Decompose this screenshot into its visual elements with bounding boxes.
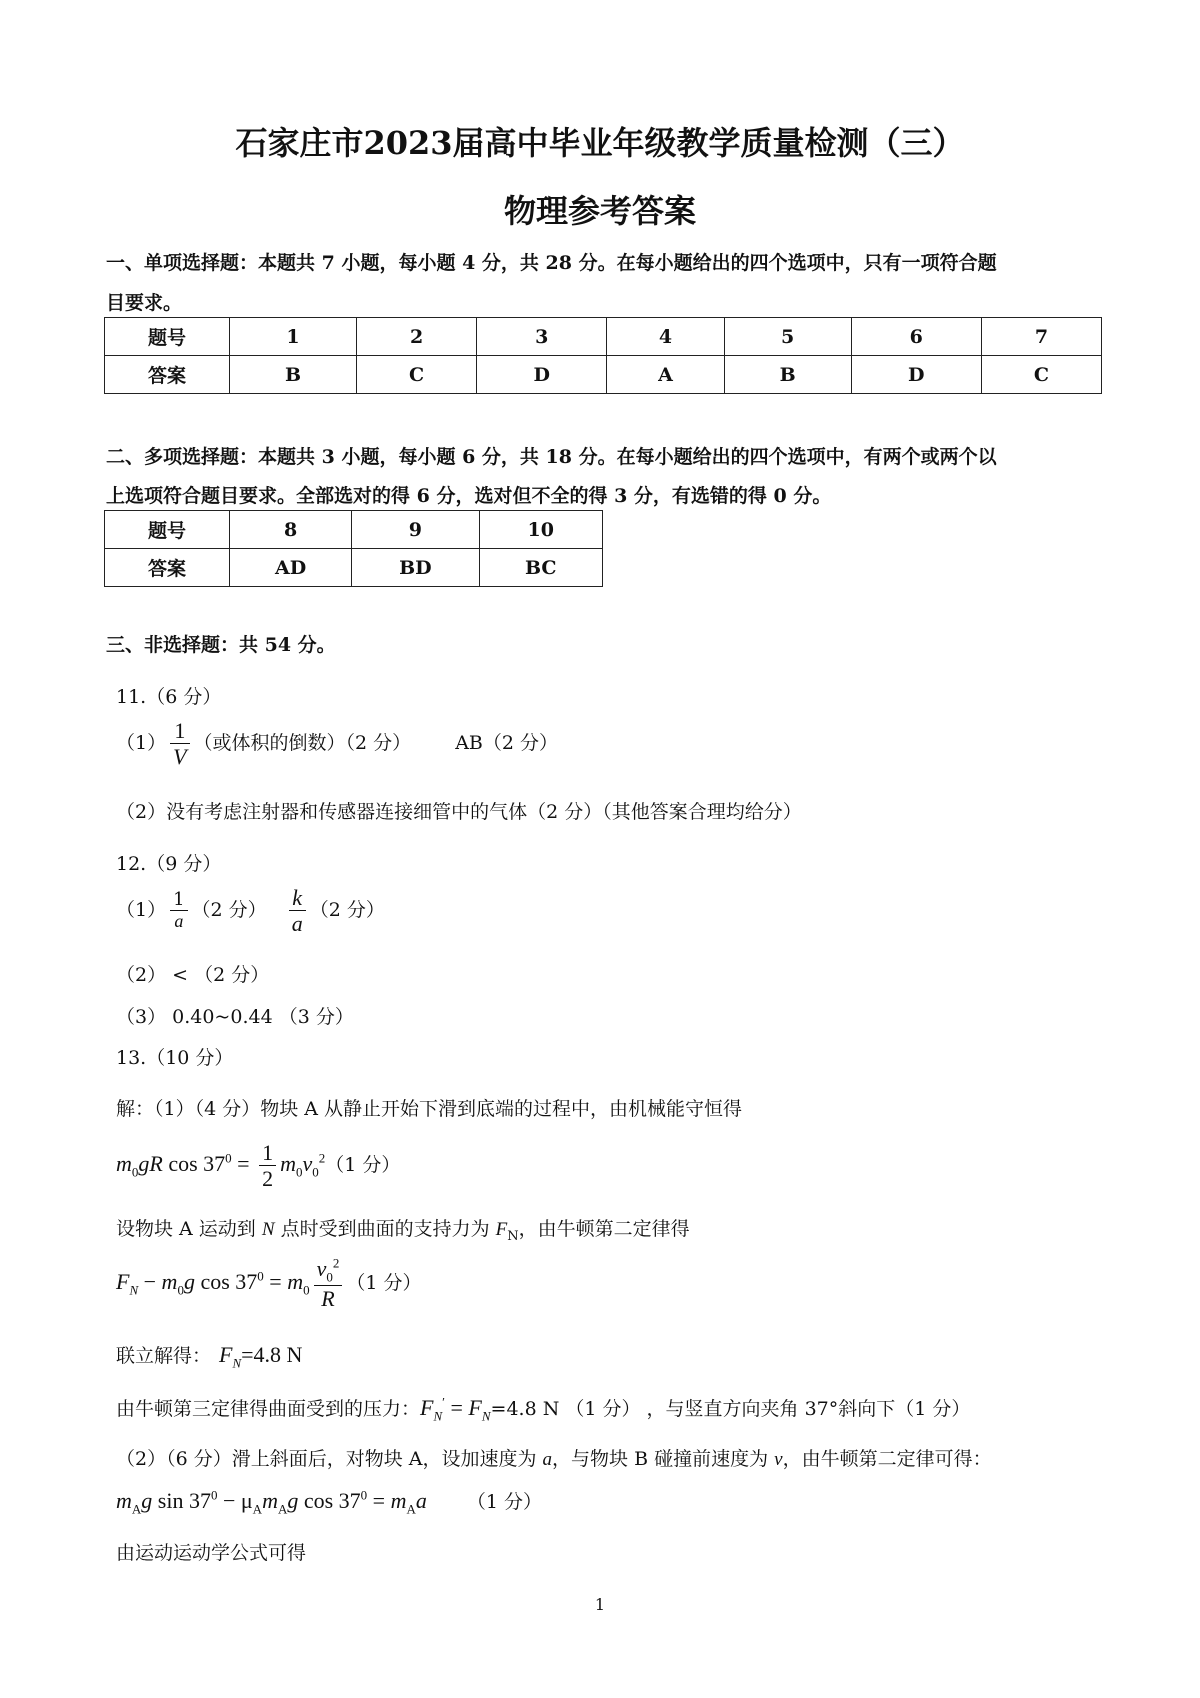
q12-score-1: （2 分）	[191, 898, 267, 921]
fraction-numerator: k	[289, 885, 306, 911]
table-row-questions	[105, 318, 1102, 356]
row-label-answer: 答案	[105, 549, 230, 587]
q11-fraction	[170, 718, 189, 770]
q13-line2	[116, 1214, 690, 1244]
question-number: 10	[479, 511, 603, 549]
fraction-numerator: 1	[170, 718, 189, 744]
section1-answer-table	[104, 317, 1102, 394]
fraction-denominator: a	[174, 911, 184, 932]
table-row-answers	[105, 549, 603, 587]
question-number: 1	[230, 318, 357, 356]
row-label-answer: 答案	[105, 356, 230, 394]
text-segment: ，由牛顿第二定律得	[518, 1218, 690, 1240]
question-number: 6	[851, 318, 981, 356]
answer-cell: B	[724, 356, 851, 394]
q11-part2: （2）没有考虑注射器和传感器连接细管中的气体（2 分）（其他答案合理均给分）	[116, 801, 802, 823]
text-segment: 点时受到曲面的支持力为	[274, 1218, 496, 1240]
fraction-denominator: a	[291, 911, 303, 937]
q12-fraction-2	[289, 885, 306, 937]
answer-cell: AD	[230, 549, 352, 587]
answer-cell: D	[477, 356, 607, 394]
fraction-denominator: V	[173, 744, 187, 770]
question-number: 7	[981, 318, 1101, 356]
italic-symbol: N	[261, 1219, 275, 1240]
italic-symbol: F	[495, 1219, 508, 1240]
page-number: 1	[594, 1595, 606, 1614]
q13-line1: 解：（1）（4 分）物块 A 从静止开始下滑到底端的过程中，由机械能守恒得	[116, 1098, 743, 1120]
q12-part1-prefix: （1）	[116, 898, 167, 921]
q11-part1-text: （或体积的倒数）（2 分）	[193, 731, 412, 754]
text-segment: =4.8 N （1 分） ，与竖直方向夹角 37°斜向下（1 分）	[490, 1398, 971, 1420]
text-segment: 设物块 A 运动到	[116, 1218, 262, 1240]
equation-score: （1 分）	[346, 1271, 422, 1294]
equation-expression: $m_0gR$ $\cos 37^0$ = $\frac{1}{2}$ $m_0v_0^2$	[116, 1140, 326, 1192]
q13-line5	[116, 1444, 992, 1471]
text-segment: （2）（6 分）滑上斜面后，对物块 A，设加速度为	[116, 1448, 543, 1470]
italic-symbol: a	[542, 1449, 553, 1470]
q11-part1-prefix: （1）	[116, 731, 167, 754]
text-segment: ，与物块 B 碰撞前速度为	[552, 1448, 775, 1470]
text-segment: 由牛顿第三定律得曲面受到的压力：	[116, 1398, 421, 1420]
answer-cell: D	[851, 356, 981, 394]
question-number: 9	[352, 511, 479, 549]
q12-label: 12.（9 分）	[116, 853, 222, 875]
q13-equation-1	[116, 1140, 400, 1192]
text-segment: 联立解得：	[116, 1345, 212, 1367]
q13-line3	[116, 1341, 302, 1371]
italic-symbol: v	[774, 1449, 783, 1470]
q11-label: 11.（6 分）	[116, 686, 222, 708]
answer-cell: B	[230, 356, 357, 394]
q12-part3: （3） 0.40~0.44 （3 分）	[116, 1006, 354, 1028]
section2-answer-table	[104, 510, 603, 587]
row-label-question: 题号	[105, 511, 230, 549]
equation-expression: $F_N$	[219, 1342, 242, 1371]
q13-line4	[116, 1394, 970, 1424]
q12-part1	[116, 885, 385, 937]
result-value: =4.8 N	[241, 1342, 303, 1367]
fraction-numerator: 1	[170, 890, 187, 912]
question-number: 8	[230, 511, 352, 549]
table-row-questions	[105, 511, 603, 549]
question-number: 4	[607, 318, 724, 356]
text-segment: ，由牛顿第二定律可得：	[782, 1448, 992, 1470]
q11-part1-extra: AB（2 分）	[455, 731, 558, 754]
q12-fraction-1	[170, 890, 187, 932]
answer-cell: C	[357, 356, 477, 394]
question-number: 5	[724, 318, 851, 356]
q13-line6: 由运动运动学公式可得	[116, 1542, 307, 1564]
row-label-question: 题号	[105, 318, 230, 356]
equation-score: （1 分）	[466, 1491, 543, 1513]
section2-heading-line2: 上选项符合题目要求。全部选对的得 6 分，选对但不全的得 3 分，有选错的得 0 分。	[106, 485, 832, 507]
section2-heading-line1: 二、多项选择题：本题共 3 小题，每小题 6 分，共 18 分。在每小题给出的四个选项中，有两个或两个以	[106, 446, 997, 468]
answer-cell: A	[607, 356, 724, 394]
page-title: 石家庄市2023届高中毕业年级教学质量检测（三）	[235, 124, 965, 162]
question-number: 2	[357, 318, 477, 356]
answer-cell: BD	[352, 549, 479, 587]
page-subtitle: 物理参考答案	[503, 192, 696, 230]
q12-part2: （2） < （2 分）	[116, 964, 270, 986]
equation-score: （1 分）	[325, 1153, 401, 1176]
table-row-answers	[105, 356, 1102, 394]
equation-expression: $F_N - m_0g$ $\cos 37^0 = m_0$ $\frac{v_0^2}{R}$	[116, 1269, 346, 1294]
q13-equation-3	[116, 1487, 542, 1517]
q13-label: 13.（10 分）	[116, 1047, 234, 1069]
equation-expression: $m_Ag$ $\sin 37^0 - \mu_Am_Ag$ $\cos 37^0 = m_Aa$	[116, 1487, 427, 1517]
q11-part1	[116, 718, 558, 770]
question-number: 3	[477, 318, 607, 356]
section3-heading: 三、非选择题：共 54 分。	[106, 634, 336, 656]
subscript: N	[507, 1228, 519, 1244]
section1-heading-line2: 目要求。	[106, 292, 183, 314]
q12-score-2: （2 分）	[309, 898, 385, 921]
equation-expression: $F_N' = F_N$	[420, 1394, 491, 1424]
section1-heading-line1: 一、单项选择题：本题共 7 小题，每小题 4 分，共 28 分。在每小题给出的四个选项中，只有一项符合题	[106, 252, 997, 274]
answer-cell: BC	[479, 549, 603, 587]
answer-cell: C	[981, 356, 1101, 394]
q13-equation-2	[116, 1256, 421, 1312]
